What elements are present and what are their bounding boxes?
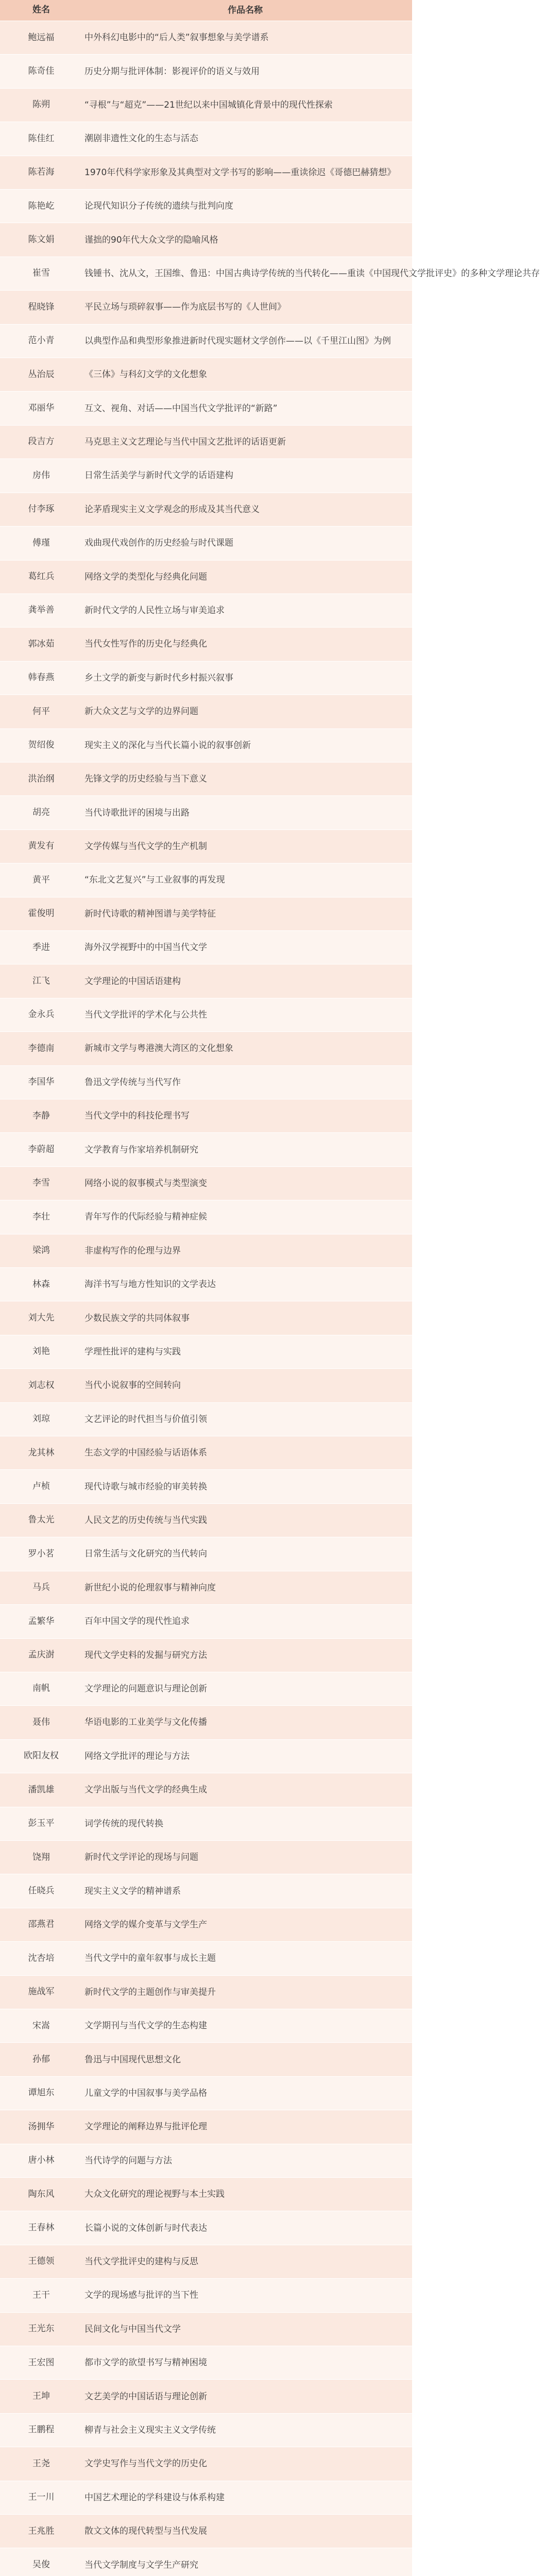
row-name: 任晓兵 [28,1885,55,1896]
row-name: 黄平 [32,874,50,885]
row-name: 傅瑾 [32,537,50,548]
table-row [0,1369,412,1402]
row-name: 段吉方 [28,436,55,447]
table-row [0,2144,412,2178]
table-row [0,1099,412,1133]
row-title: 现实主义的深化与当代长篇小说的叙事创新 [84,740,251,751]
row-name: 季进 [32,942,50,953]
row-name: 丛治辰 [28,369,55,380]
row-name: 陈佳红 [28,133,55,144]
row-title: 当代小说叙事的空间转向 [84,1380,181,1391]
row-name: 陈文娟 [28,234,55,245]
row-name: 鲍远福 [28,32,55,43]
row-name: 刘志权 [28,1380,55,1391]
table-row [0,1133,412,1166]
row-title: 鲁迅与中国现代思想文化 [84,2054,181,2065]
row-title: 新时代诗歌的精神图谱与美学特征 [84,908,216,919]
table-row [0,89,412,122]
row-name: 罗小茗 [28,1548,55,1559]
table-row [0,2481,412,2515]
table-row [0,863,412,897]
row-title: 日常生活美学与新时代文学的话语建构 [84,470,233,481]
row-title: 都市文学的欲望书写与精神困境 [84,2358,207,2368]
row-title: 平民立场与琐碎叙事——作为底层书写的《人世间》 [84,302,286,313]
row-title: 当代文学批评的学术化与公共性 [84,1009,207,1020]
row-title: 网络小说的叙事模式与类型演变 [84,1178,207,1189]
table-row [0,2380,412,2413]
table-row [0,1976,412,2009]
table-row [0,1740,412,1773]
row-title: 1970年代科学家形象及其典型对文学书写的影响——重读徐迟《哥德巴赫猜想》 [84,167,396,178]
table-row [0,2447,412,2481]
row-name: 王坤 [32,2391,50,2402]
row-name: 陈奇佳 [28,65,55,76]
row-name: 南帆 [32,1683,50,1694]
row-title: 中国艺术理论的学科建设与体系构建 [84,2492,225,2503]
row-name: 吴俊 [32,2560,50,2570]
row-title: 文学传媒与当代文学的生产机制 [84,841,207,852]
row-name: 饶翔 [32,1852,50,1862]
row-name: 王鹏程 [28,2425,55,2435]
row-title: 鲁迅文学传统与当代写作 [84,1077,181,1088]
row-title: 中外科幻电影中的“后人类”叙事想象与美学谱系 [84,32,269,43]
row-title: 大众文化研究的理论视野与本土实践 [84,2189,225,2200]
row-title: 先锋文学的历史经验与当下意义 [84,774,207,785]
row-title: 日常生活与文化研究的当代转向 [84,1549,207,1560]
row-name: 付李琢 [28,504,55,515]
table-row [0,156,412,190]
row-title: 新时代文学评论的现场与问题 [84,1852,198,1863]
row-name: 金永兵 [28,1009,55,1020]
table-row [0,1942,412,1975]
row-name: 李雪 [32,1178,50,1189]
row-name: 贺绍俊 [28,740,55,751]
row-title: 论现代知识分子传统的遗续与批判向度 [84,201,233,212]
table-row [0,2313,412,2346]
row-name: 梁鸿 [32,1245,50,1256]
row-name: 邵燕君 [28,1919,55,1930]
table-row [0,897,412,931]
table-row [0,1436,412,1470]
header-title: 作品名称 [228,5,263,15]
row-title: “东北文艺复兴”与工业叙事的再发现 [84,875,225,886]
table-row [0,2515,412,2548]
row-title: 文学期刊与当代文学的生态构建 [84,2021,207,2031]
row-name: 彭玉平 [28,1818,55,1829]
row-name: 江飞 [32,975,50,986]
row-title: 文学的现场感与批评的当下性 [84,2290,198,2301]
row-title: 乡土文学的新变与新时代乡村振兴叙事 [84,672,233,683]
row-name: 聂伟 [32,1717,50,1727]
row-name: 葛红兵 [28,571,55,582]
row-title: 谨拙的90年代大众文学的隐喻风格 [84,234,218,245]
table-row [0,527,412,560]
table-row [0,1908,412,1942]
row-name: 郭冰茹 [28,638,55,649]
table-row [0,358,412,392]
row-title: 文学出版与当代文学的经典生成 [84,1785,207,1795]
row-title: 儿童文学的中国叙事与美学品格 [84,2088,207,2098]
row-name: 欧阳友权 [24,1751,59,1761]
table-row [0,1066,412,1099]
table-row [0,392,412,425]
row-name: 洪治纲 [28,773,55,784]
table-row [0,561,412,594]
row-title: 钱锺书、沈从文，王国维、鲁迅：中国古典诗学传统的当代转化——重读《中国现代文学批评史》的多种文学理论共存 [84,268,540,279]
row-title: 以典型作品和典型形象推进新时代现实题材文学创作——以《千里江山图》为例 [84,335,391,346]
row-name: 陈朔 [32,99,50,110]
table-row [0,1167,412,1200]
row-title: 散文文体的现代转型与当代发展 [84,2526,207,2537]
table-row [0,2178,412,2211]
row-name: 龚举善 [28,605,55,616]
table-row [0,190,412,223]
table-row [0,1672,412,1706]
table-row [0,762,412,796]
row-name: 王兆胜 [28,2526,55,2536]
table-row [0,493,412,527]
table-row [0,2077,412,2110]
row-title: 海外汉学视野中的中国当代文学 [84,942,207,953]
row-title: 文艺美学的中国话语与理论创新 [84,2391,207,2402]
row-title: 现代文学史料的发掘与研究方法 [84,1650,207,1660]
row-name: 崔雪 [32,268,50,279]
header-name: 姓名 [32,5,50,15]
row-title: 长篇小说的文体创新与时代表达 [84,2223,207,2233]
table-row [0,1537,412,1571]
table-row [0,1504,412,1537]
row-name: 陈若海 [28,167,55,178]
row-name: 沈杏培 [28,1953,55,1963]
table-row [0,1874,412,1908]
row-title: 文艺评论的时代担当与价值引领 [84,1414,207,1425]
row-name: 鲁太光 [28,1515,55,1526]
row-name: 施战军 [28,1987,55,1997]
table-row [0,1639,412,1672]
table-row [0,459,412,493]
table-row [0,122,412,156]
row-name: 程晓锋 [28,301,55,312]
table-row [0,1032,412,1065]
row-title: 新时代文学的人民性立场与审美追求 [84,605,225,616]
row-title: 当代文学中的童年叙事与成长主题 [84,1953,216,1964]
row-title: 新城市文学与粤港澳大湾区的文化想象 [84,1043,233,1054]
row-name: 韩春燕 [28,672,55,683]
table-row [0,998,412,1032]
row-title: 文学教育与作家培养机制研究 [84,1144,198,1155]
row-title: 潮剧非遗性文化的生态与活态 [84,133,198,144]
table-row [0,2279,412,2312]
row-title: 少数民族文学的共同体叙事 [84,1313,190,1324]
row-title: 学理性批评的建构与实践 [84,1347,181,1357]
row-name: 房伟 [32,470,50,481]
row-title: 民间文化与中国当代文学 [84,2324,181,2334]
table-row [0,1268,412,1301]
table-row [0,55,412,88]
row-title: 青年写作的代际经验与精神症候 [84,1212,207,1223]
row-title: 华语电影的工业美学与文化传播 [84,1717,207,1728]
row-name: 李国华 [28,1077,55,1088]
row-name: 陈艳屹 [28,200,55,211]
table-row [0,830,412,863]
row-name: 霍俊明 [28,908,55,919]
row-name: 陶东风 [28,2189,55,2199]
row-name: 王尧 [32,2458,50,2469]
table-row [0,2211,412,2245]
table-row [0,1605,412,1638]
table-row [0,426,412,459]
row-title: 当代女性写作的历史化与经典化 [84,639,207,650]
row-name: 孟庆澍 [28,1650,55,1660]
table-row [0,2414,412,2447]
row-title: 新时代文学的主题创作与审美提升 [84,1987,216,1997]
row-title: 网络文学的类型化与经典化问题 [84,571,207,582]
row-title: 现代诗歌与城市经验的审美转换 [84,1481,207,1492]
row-name: 汤拥华 [28,2121,55,2132]
row-title: 网络文学的媒介变革与文学生产 [84,1919,207,1930]
row-name: 孟繁华 [28,1616,55,1626]
row-title: 现实主义文学的精神谱系 [84,1886,181,1896]
table-row [0,1571,412,1605]
row-name: 刘大先 [28,1313,55,1324]
row-title: 当代诗学的问题与方法 [84,2155,172,2166]
table-row [0,1403,412,1436]
row-title: 当代文学批评史的建构与反思 [84,2256,198,2267]
row-name: 何平 [32,706,50,717]
table-row [0,1234,412,1268]
table-row [0,1706,412,1739]
table-row [0,594,412,628]
row-title: 马克思主义文艺理论与当代中国文艺批评的话语更新 [84,437,286,448]
row-title: 网络文学批评的理论与方法 [84,1751,190,1761]
row-title: 文学理论的阐释边界与批评伦理 [84,2122,207,2132]
table-row [0,257,540,291]
row-name: 王春林 [28,2222,55,2233]
table-row [0,291,412,324]
row-name: 王干 [32,2290,50,2300]
table-row [0,729,412,762]
table-row [0,2548,412,2576]
row-title: 戏曲现代戏创作的历史经验与时代课题 [84,538,233,549]
row-name: 唐小林 [28,2155,55,2166]
table-row [0,695,412,728]
row-title: 百年中国文学的现代性追求 [84,1616,190,1627]
row-title: 文学理论的中国话语建构 [84,976,181,987]
row-name: 李蔚超 [28,1144,55,1155]
table-row [0,662,412,695]
row-title: 非虚构写作的伦理与边界 [84,1245,181,1256]
table-row [0,325,412,358]
row-name: 王宏图 [28,2357,55,2368]
row-title: 论茅盾现实主义文学观念的形成及其当代意义 [84,504,260,515]
row-name: 孙郁 [32,2054,50,2064]
table-row [0,2245,412,2279]
table-row [0,964,412,998]
row-name: 刘艳 [32,1346,50,1357]
table-row [0,223,412,257]
table-row [0,2346,412,2380]
row-name: 胡亮 [32,807,50,818]
table-row [0,1301,412,1335]
row-title: 当代文学中的科技伦理书写 [84,1111,190,1122]
row-title: “寻根”与“超克”——21世纪以来中国城镇化背景中的现代性探索 [84,99,333,110]
table-row [0,931,412,964]
row-title: 文学史写作与当代文学的历史化 [84,2459,207,2469]
row-title: 当代文学制度与文学生产研究 [84,2560,198,2570]
row-name: 刘琼 [32,1414,50,1425]
row-name: 李德南 [28,1043,55,1054]
row-title: 人民文艺的历史传统与当代实践 [84,1515,207,1526]
row-title: 词学传统的现代转换 [84,1818,163,1829]
row-name: 王光东 [28,2324,55,2334]
row-name: 李静 [32,1110,50,1121]
table-row [0,628,412,661]
row-name: 宋嵩 [32,2020,50,2031]
table-row [0,1335,412,1369]
table-row [0,1841,412,1874]
row-name: 潘凯雄 [28,1784,55,1795]
table-row [0,1807,412,1841]
row-name: 谭旭东 [28,2088,55,2098]
table-row [0,1773,412,1807]
row-title: 柳青与社会主义现实主义文学传统 [84,2425,216,2435]
row-title: 海洋书写与地方性知识的文学表达 [84,1279,216,1290]
row-name: 王德领 [28,2256,55,2267]
row-name: 范小青 [28,335,55,346]
table-row [0,2043,412,2076]
row-title: 历史分期与批评体制：影视评价的语义与效用 [84,66,260,77]
row-title: 《三体》与科幻文学的文化想象 [84,369,207,380]
row-name: 王一川 [28,2492,55,2503]
row-title: 当代诗歌批评的困境与出路 [84,807,190,818]
row-title: 新世纪小说的伦理叙事与精神向度 [84,1582,216,1593]
table-row [0,796,412,829]
table-row [0,21,412,55]
row-name: 马兵 [32,1582,50,1593]
table-row [0,1200,412,1234]
table-header-row [0,0,412,21]
row-title: 文学理论的问题意识与理论创新 [84,1684,207,1694]
row-name: 卢桢 [32,1481,50,1492]
row-name: 邓丽华 [28,403,55,414]
row-name: 黄发有 [28,841,55,852]
row-name: 李壮 [32,1211,50,1222]
table-row [0,2009,412,2043]
row-name: 龙其林 [28,1447,55,1458]
table-row [0,1470,412,1503]
row-title: 互文、视角、对话——中国当代文学批评的“新路” [84,403,278,414]
row-title: 生态文学的中国经验与话语体系 [84,1448,207,1459]
row-title: 新大众文艺与文学的边界问题 [84,706,198,717]
row-name: 林森 [32,1279,50,1290]
table-row [0,2110,412,2144]
